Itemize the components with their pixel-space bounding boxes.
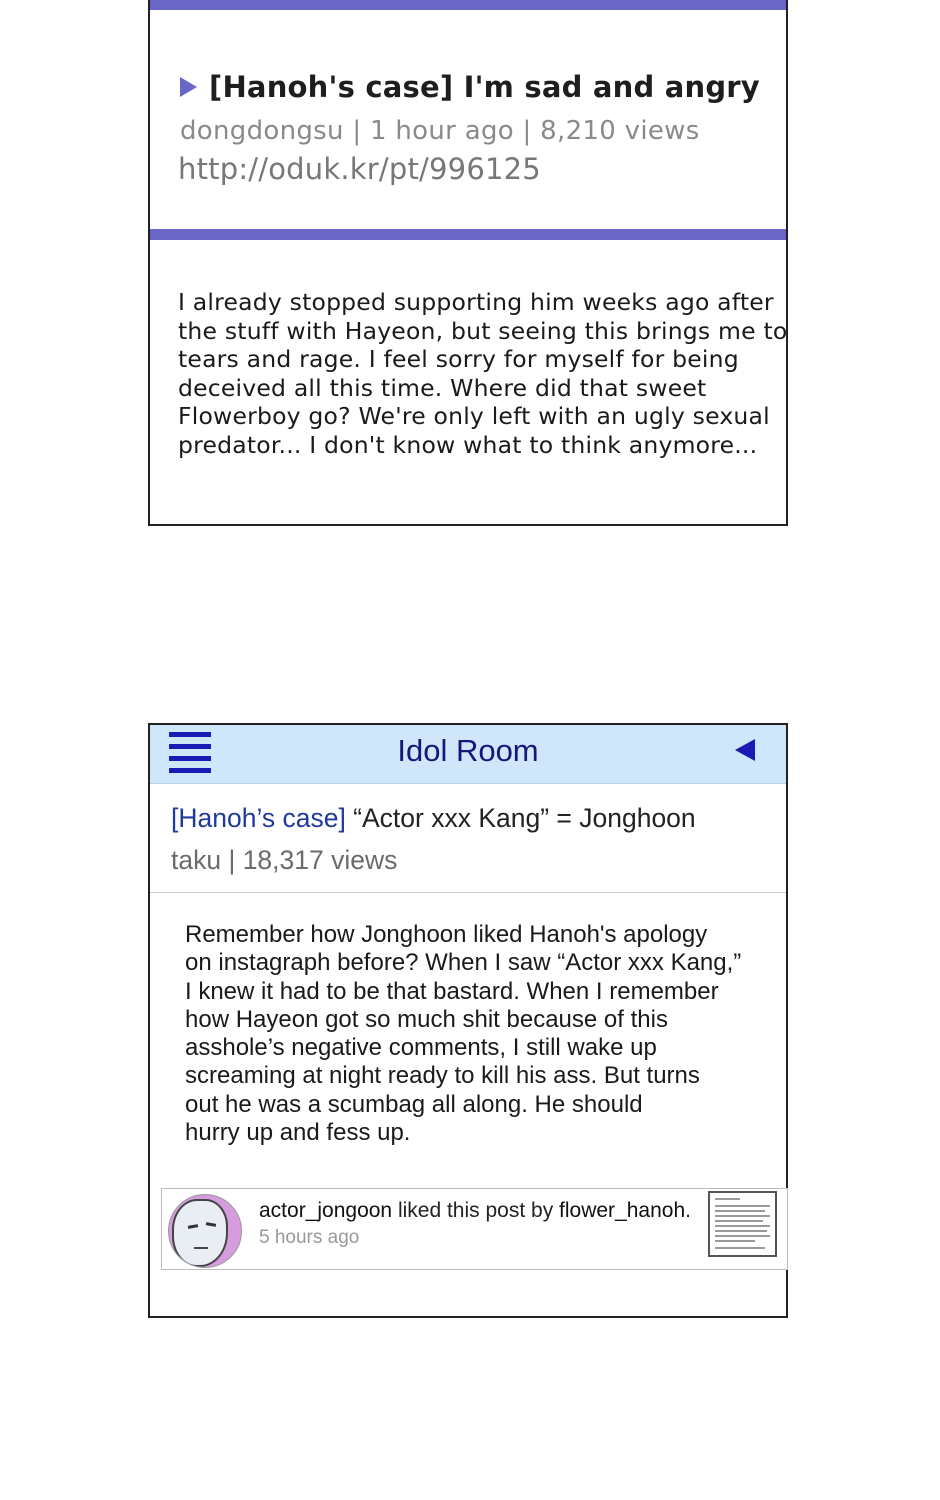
post-body [185, 921, 775, 1147]
post-title[interactable]: [Hanoh's case] I'm sad and angry [209, 70, 760, 104]
top-accent-bar [150, 0, 786, 10]
notification-target[interactable]: flower_hanoh [559, 1199, 686, 1222]
notification-end: . [685, 1199, 691, 1222]
post-thumbnail[interactable] [708, 1191, 777, 1257]
post-meta: taku | 18,317 views [171, 845, 398, 875]
post-body-line: hurry up and fess up. [185, 1119, 411, 1147]
divider-accent-bar [150, 229, 786, 240]
post-body-line: asshole’s negative comments, I still wake up [185, 1034, 657, 1062]
post-body-line: Remember how Jonghoon liked Hanoh's apology [185, 921, 708, 948]
post-meta: dongdongsu | 1 hour ago | 8,210 views [180, 116, 700, 146]
avatar [168, 1194, 242, 1268]
post-body-line: Flowerboy go? We're only left with an ugly sexual [178, 402, 770, 430]
notification-action: liked this post by [392, 1199, 560, 1222]
post-body-line: how Hayeon got so much shit because of this [185, 1005, 668, 1033]
play-triangle-icon [180, 77, 197, 97]
post-body-line: on instagraph before? When I saw “Actor xxx Kang,” [185, 949, 742, 977]
post-body-line: deceived all this time. Where did that sweet [178, 373, 707, 402]
divider [150, 892, 786, 893]
post-body-line: predator... I don't know what to think anymore... [178, 430, 758, 459]
post-title-text: “Actor xxx Kang” = Jonghoon [345, 803, 696, 833]
app-header [150, 725, 786, 784]
post-body-line: I already stopped supporting him weeks ago after [178, 288, 774, 316]
back-arrow-icon[interactable] [735, 739, 755, 761]
post-body-line: screaming at night ready to kill his ass. But turns [185, 1062, 700, 1090]
post-body-line: out he was a scumbag all along. He should [185, 1090, 643, 1118]
post-body-line: tears and rage. I feel sorry for myself for being [178, 345, 739, 373]
post-panel-hanoh-sad [148, 0, 788, 526]
post-url-link[interactable]: http://oduk.kr/pt/996125 [178, 152, 541, 186]
notification-text [259, 1199, 691, 1223]
face-illustration [172, 1199, 228, 1267]
notification-actor[interactable]: actor_jongoon [259, 1199, 393, 1222]
notification-time: 5 hours ago [259, 1227, 360, 1248]
post-tag: [Hanoh’s case] [171, 803, 346, 833]
app-title: Idol Room [397, 733, 539, 768]
like-notification[interactable] [161, 1188, 788, 1270]
idol-room-panel [148, 723, 788, 1318]
post-body [178, 288, 788, 459]
post-title-row[interactable] [180, 70, 760, 104]
post-body-line: the stuff with Hayeon, but seeing this brings me to [178, 316, 788, 345]
post-title[interactable] [171, 803, 696, 834]
post-body-line: I knew it had to be that bastard. When I remember [185, 977, 719, 1005]
